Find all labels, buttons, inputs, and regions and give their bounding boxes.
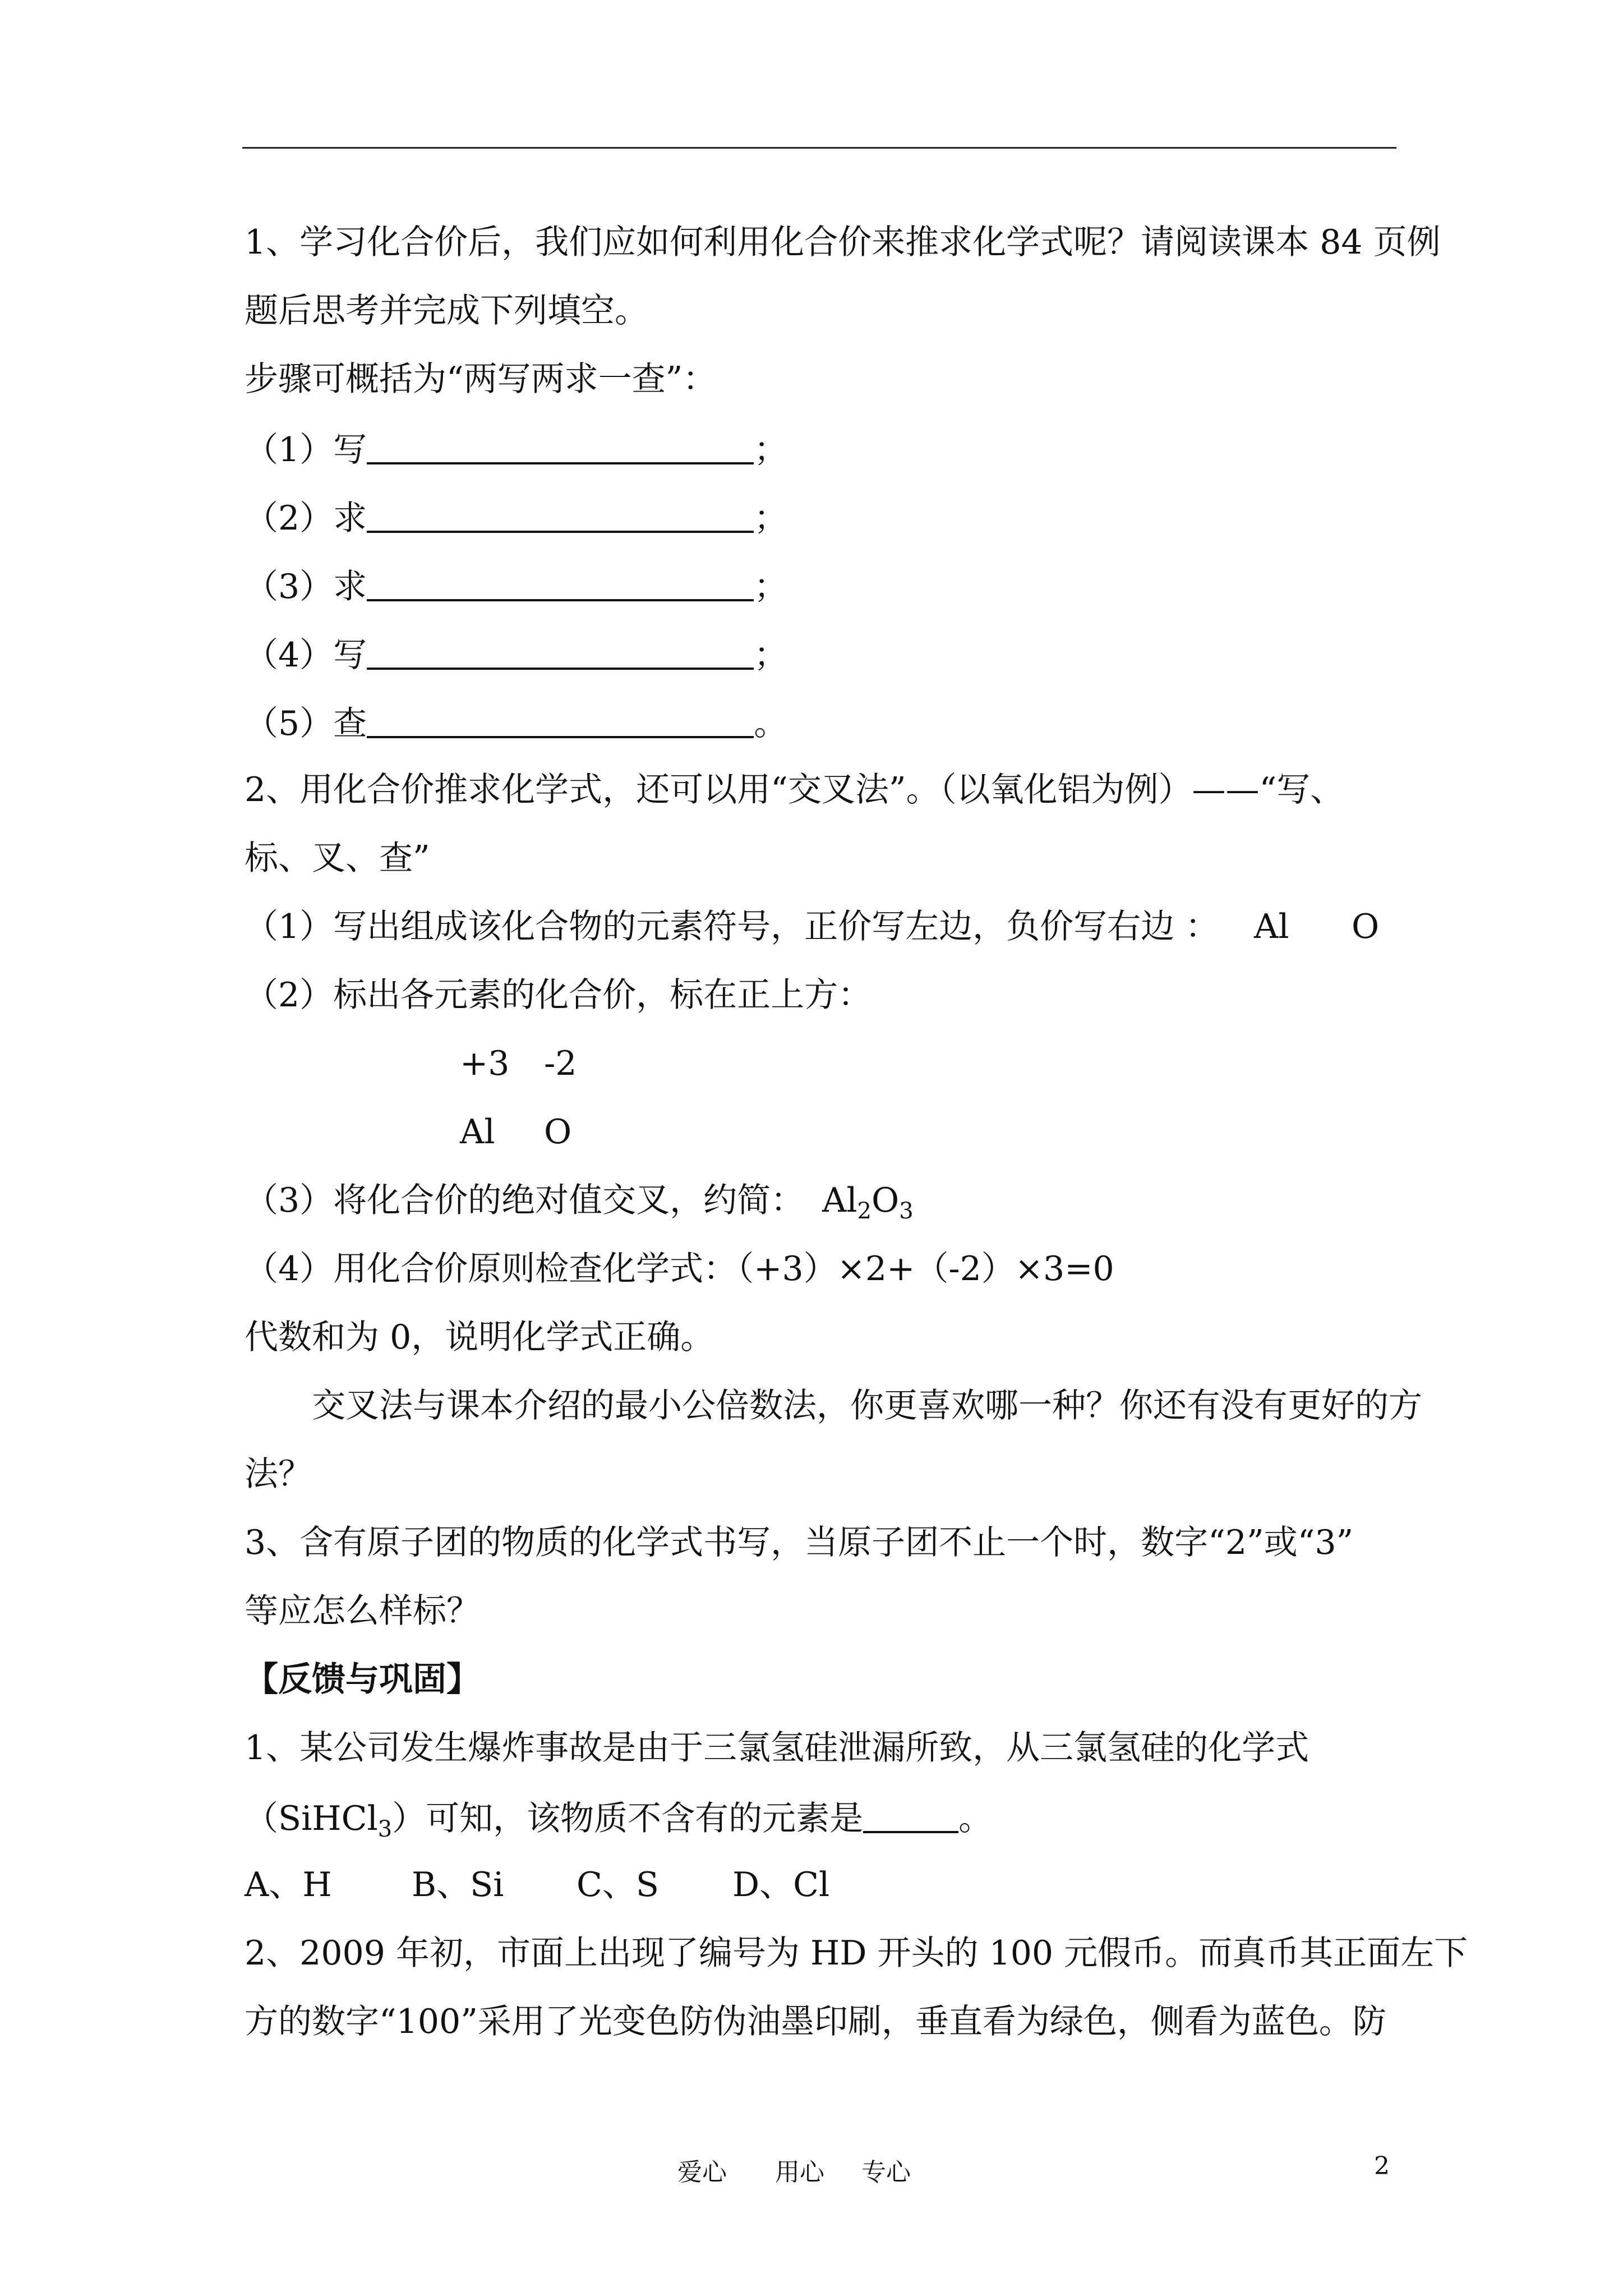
q1-step-1 (245, 430, 788, 470)
section-title: 【反馈与巩固】 (245, 1660, 480, 1699)
f2-line-2: 方的数字“100”采用了光变色防伪油墨印刷，垂直看为绿色，侧看为蓝色。防 (245, 2002, 1386, 2041)
answer-blank[interactable] (367, 636, 754, 670)
q3-line-1: 3、含有原子团的物质的化学式书写，当原子团不止一个时，数字“2”或“3” (245, 1523, 1354, 1562)
f2-line-1: 2、2009 年初，市面上出现了编号为 HD 开头的 100 元假币。而真币其正面左下 (245, 1934, 1468, 1973)
step-end: ； (754, 636, 788, 675)
option-b: B、Si (412, 1865, 504, 1904)
q1-line-3: 步骤可概括为“两写两求一查”： (245, 360, 717, 399)
q1-step-4 (245, 636, 788, 675)
q1-step-2 (245, 499, 788, 538)
q2-step-1: （1）写出组成该化合物的元素符号，正价写左边，负价写右边 ： (245, 907, 1219, 946)
formula-al2o3: $Al_2O_3$ (822, 1181, 914, 1224)
q2-line-1: 2、用化合价推求化学式，还可以用“交叉法”。（以氧化铝为例）——“写、 (245, 770, 1344, 809)
symbol-al: Al (460, 1112, 495, 1152)
answer-blank[interactable] (863, 1800, 958, 1833)
page-number: 2 (1374, 2152, 1390, 2180)
answer-blank[interactable] (367, 705, 754, 738)
valence-o: -2 (544, 1044, 577, 1083)
option-d: D、Cl (732, 1865, 830, 1904)
header-rule (242, 147, 1396, 149)
f1-line-1: 1、某公司发生爆炸事故是由于三氯氢硅泄漏所致，从三氯氢硅的化学式 (245, 1728, 1310, 1768)
step-label: （3）求 (245, 567, 367, 606)
step-end: 。 (754, 704, 788, 743)
q1-line-1: 1、学习化合价后，我们应如何利用化合价来推求化学式呢？请阅读课本 84 页例 (245, 223, 1441, 262)
element-o: O (1352, 907, 1380, 946)
q2-question-line-1: 交叉法与课本介绍的最小公倍数法，你更喜欢哪一种？你还有没有更好的方 (312, 1386, 1422, 1425)
q2-step-3 (245, 1181, 805, 1220)
footer-text-1: 爱心 (677, 2158, 727, 2187)
f1-line-2: （SiHCl$_3$）可知，该物质不含有的元素是 。 (245, 1799, 993, 1842)
answer-blank[interactable] (367, 568, 754, 601)
step-label: （3）将化合价的绝对值交叉，约简： (245, 1181, 805, 1220)
answer-blank[interactable] (367, 499, 754, 533)
footer-text-3: 专心 (861, 2158, 911, 2187)
step-label: （4）写 (245, 636, 367, 675)
valence-al: +3 (460, 1044, 510, 1083)
q1-step-5 (245, 704, 788, 743)
symbol-o: O (544, 1112, 572, 1152)
q2-question-line-2: 法？ (245, 1455, 312, 1494)
step-end: ； (754, 499, 788, 538)
answer-blank[interactable] (367, 431, 754, 464)
q2-step-2: （2）标出各元素的化合价，标在正上方： (245, 976, 872, 1015)
step-label: （1）写 (245, 430, 367, 470)
q2-sum-line: 代数和为 0，说明化学式正确。 (245, 1318, 714, 1357)
q3-line-2: 等应怎么样标？ (245, 1591, 480, 1631)
step-end: ； (754, 567, 788, 606)
option-c: C、S (577, 1865, 660, 1904)
step-label: （5）查 (245, 704, 367, 743)
q1-step-3 (245, 568, 787, 604)
step-label: （2）求 (245, 499, 367, 538)
option-a: A、H (245, 1865, 332, 1904)
q2-line-2: 标、叉、查” (245, 839, 430, 878)
q2-step-4: （4）用化合价原则检查化学式：（+3）×2+（-2）×3=0 (245, 1249, 1114, 1289)
q1-line-2: 题后思考并完成下列填空。 (245, 291, 648, 330)
footer-text-2: 用心 (775, 2158, 824, 2187)
step-end: ； (754, 430, 788, 470)
element-al: Al (1254, 907, 1289, 946)
